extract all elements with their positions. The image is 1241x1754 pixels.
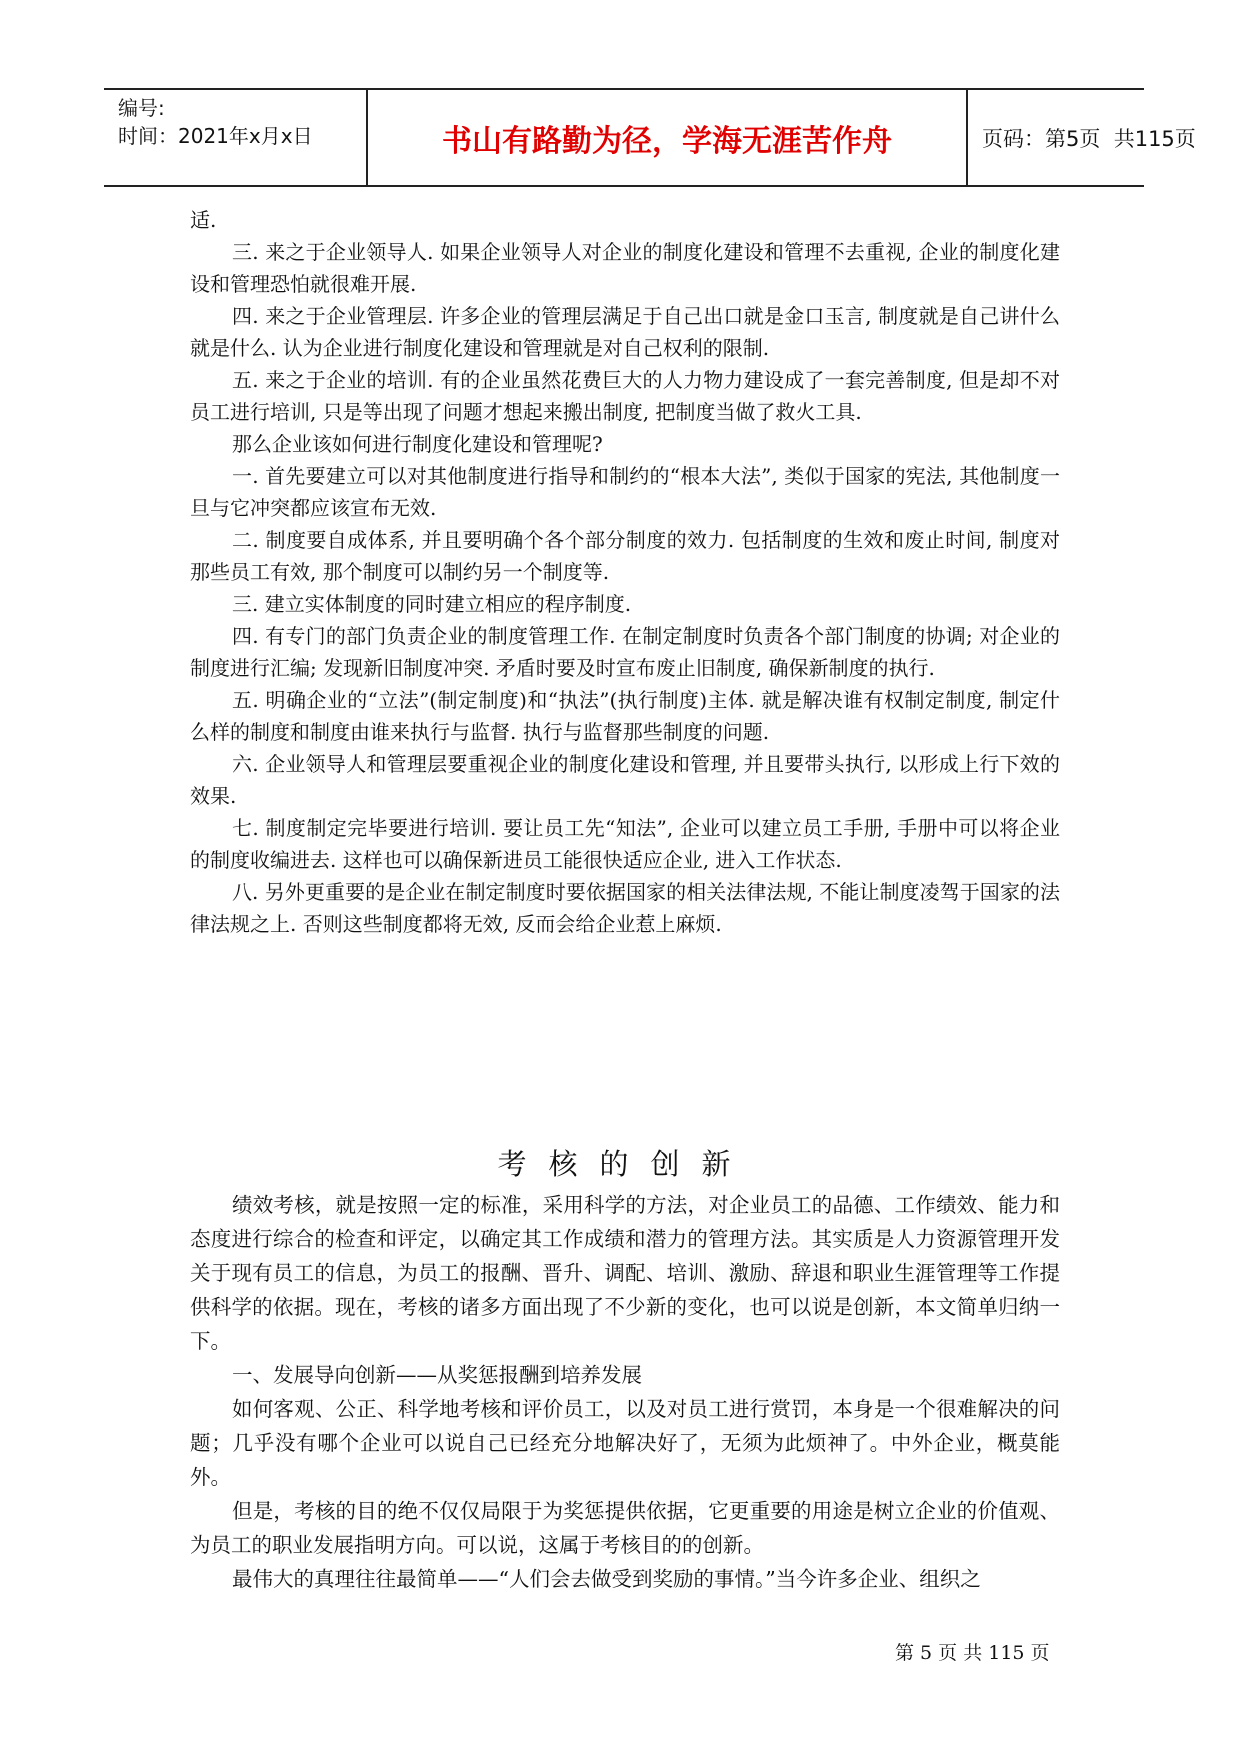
paragraph: 五. 来之于企业的培训. 有的企业虽然花费巨大的人力物力建设成了一套完善制度, 但是却不对员工进行培训, 只是等出现了问题才想起来搬出制度, 把制度当做了救火工具.	[190, 368, 1060, 424]
paragraph: 一. 首先要建立可以对其他制度进行指导和制约的“根本大法”, 类似于国家的宪法, 其他制度一旦与它冲突都应该宣布无效.	[190, 464, 1060, 520]
serial-label: 编号:	[118, 96, 165, 120]
paragraph: 如何客观、公正、科学地考核和评价员工，以及对员工进行赏罚，本身是一个很难解决的问题；几乎没有哪个企业可以说自己已经充分地解决好了，无须为此烦神了。中外企业，概莫能外。	[190, 1397, 1060, 1489]
slogan-text: 书山有路勤为径，学海无涯苦作舟	[442, 123, 892, 159]
paragraph: 绩效考核，就是按照一定的标准，采用科学的方法，对企业员工的品德、工作绩效、能力和态度进行综合的检查和评定，以确定其工作成绩和潜力的管理方法。其实质是人力资源管理开发关于现有员工的信息，为员工的报酬、晋升、调配、培训、激励、辞退和职业生涯管理等工作提供科学的依据。现在，考核的诸多方面出现了不少新的变化，也可以说是创新，本文简单归纳一下。	[190, 1193, 1060, 1353]
paragraph: 一、发展导向创新——从奖惩报酬到培养发展	[232, 1363, 642, 1387]
page-header	[104, 88, 1196, 187]
paragraph: 但是，考核的目的绝不仅仅局限于为奖惩提供依据，它更重要的用途是树立企业的价值观、为员工的职业发展指明方向。可以说，这属于考核目的的创新。	[190, 1499, 1060, 1557]
time-label: 时间：2021年x月x日	[118, 124, 313, 148]
page-footer: 第 5 页 共 115 页	[895, 1642, 1050, 1664]
paragraph: 八. 另外更重要的是企业在制定制度时要依据国家的相关法律法规, 不能让制度凌驾于国家的法律法规之上. 否则这些制度都将无效, 反而会给企业惹上麻烦.	[190, 880, 1060, 936]
header-meta	[104, 90, 368, 185]
paragraph: 二. 制度要自成体系, 并且要明确个各个部分制度的效力. 包括制度的生效和废止时间, 制度对那些员工有效, 那个制度可以制约另一个制度等.	[190, 528, 1060, 584]
paragraph: 三. 来之于企业领导人. 如果企业领导人对企业的制度化建设和管理不去重视, 企业的制度化建设和管理恐怕就很难开展.	[190, 240, 1060, 296]
header-slogan	[368, 90, 968, 185]
paragraph: 五. 明确企业的“立法”(制定制度)和“执法”(执行制度)主体. 就是解决谁有权制定制度, 制定什么样的制度和制度由谁来执行与监督. 执行与监督那些制度的问题.	[190, 688, 1060, 744]
paragraph: 适.	[190, 208, 217, 232]
header-page-info	[968, 90, 1196, 185]
paragraph: 六. 企业领导人和管理层要重视企业的制度化建设和管理, 并且要带头执行, 以形成上行下效的效果.	[190, 752, 1060, 808]
section-title: 考核的创新	[497, 1147, 753, 1181]
paragraph: 三. 建立实体制度的同时建立相应的程序制度.	[232, 592, 632, 616]
paragraph: 四. 来之于企业管理层. 许多企业的管理层满足于自己出口就是金口玉言, 制度就是自己讲什么就是什么. 认为企业进行制度化建设和管理就是对自己权利的限制.	[190, 304, 1060, 360]
paragraph: 最伟大的真理往往最简单——“人们会去做受到奖励的事情。”当今许多企业、组织之	[232, 1567, 981, 1591]
paragraph: 七. 制度制定完毕要进行培训. 要让员工先“知法”, 企业可以建立员工手册, 手册中可以将企业的制度收编进去. 这样也可以确保新进员工能很快适应企业, 进入工作状态.	[190, 816, 1060, 872]
paragraph: 四. 有专门的部门负责企业的制度管理工作. 在制定制度时负责各个部门制度的协调; 对企业的制度进行汇编; 发现新旧制度冲突. 矛盾时要及时宣布废止旧制度, 确保新制度的执行.	[190, 624, 1060, 680]
section-assessment-innovation	[190, 1188, 1060, 1596]
section-institution-building	[190, 204, 1060, 940]
page-label: 页码：第5页 共115页	[982, 126, 1196, 151]
paragraph: 那么企业该如何进行制度化建设和管理呢?	[232, 432, 603, 456]
